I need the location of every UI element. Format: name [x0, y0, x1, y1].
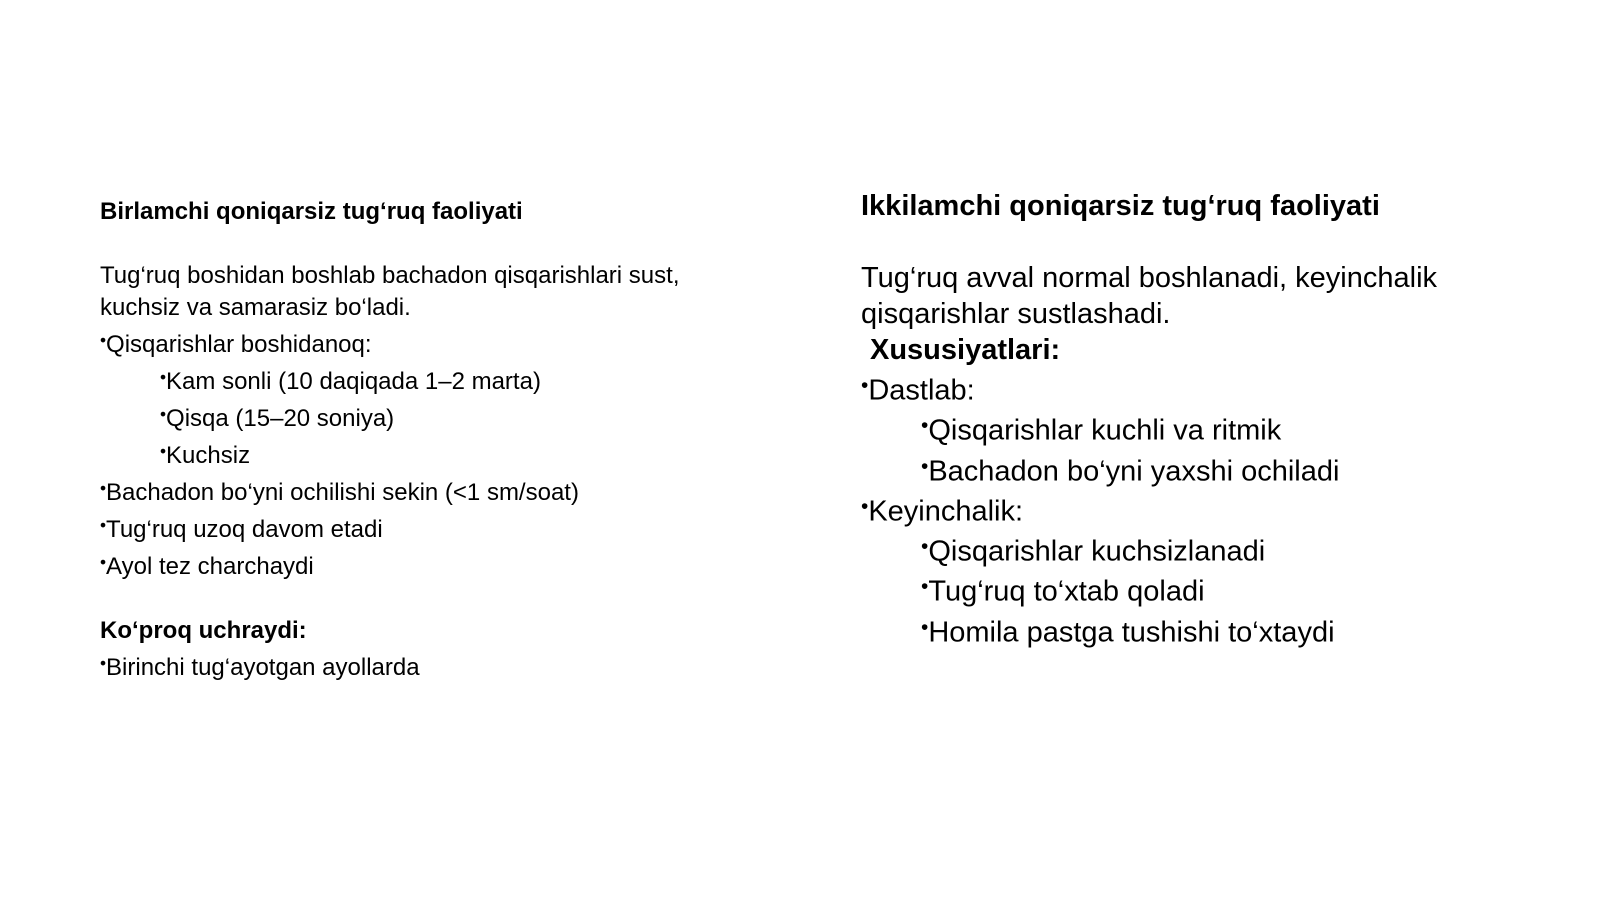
list-item [100, 435, 780, 472]
list-item-text: Dastlab: [868, 374, 975, 407]
bullet-icon: • [160, 441, 167, 462]
list-item [861, 489, 1561, 529]
list-item [100, 361, 780, 398]
list-item [100, 398, 780, 435]
right-column [861, 188, 1561, 650]
left-column [100, 196, 780, 684]
bullet-icon: • [921, 535, 929, 559]
bullet-icon: • [861, 494, 869, 518]
left-intro-line2: kuchsiz va samarasiz bo‘ladi. [100, 294, 411, 321]
bullet-icon: • [921, 414, 929, 438]
list-item-text: Tug‘ruq to‘xtab qoladi [928, 575, 1205, 608]
bullet-icon: • [100, 552, 107, 573]
list-item [100, 472, 780, 509]
list-item [861, 408, 1561, 448]
left-title: Birlamchi qoniqarsiz tug‘ruq faoliyati [100, 198, 523, 225]
list-item [861, 368, 1561, 408]
list-item [861, 569, 1561, 609]
right-intro-line1: Tug‘ruq avval normal boshlanadi, keyinchalik [861, 262, 1438, 294]
bullet-icon: • [100, 653, 107, 674]
bullet-icon: • [160, 404, 167, 425]
bullet-icon: • [921, 615, 929, 639]
list-item [861, 529, 1561, 569]
bullet-icon: • [100, 330, 107, 350]
right-title: Ikkilamchi qoniqarsiz tug‘ruq faoliyati [861, 190, 1380, 222]
list-item-text: Birinchi tug‘ayotgan ayollarda [106, 654, 420, 682]
list-item [861, 449, 1561, 489]
list-item-text: Bachadon bo‘yni yaxshi ochiladi [928, 454, 1340, 487]
list-item-text: Qisqarishlar boshidanoq: [106, 331, 372, 359]
list-item-text: Kam sonli (10 daqiqada 1–2 marta) [166, 368, 541, 396]
list-item-text: Ayol tez charchaydi [106, 553, 314, 581]
list-item [100, 546, 780, 583]
spacer [100, 583, 780, 615]
bullet-icon: • [100, 515, 107, 536]
left-intro-line1: Tug‘ruq boshidan boshlab bachadon qisqarishlari sust, [100, 262, 680, 289]
list-item-text: Homila pastga tushishi to‘xtaydi [928, 616, 1335, 649]
right-features-title: Xususiyatlari: [870, 334, 1061, 366]
list-item-text: Tug‘ruq uzoq davom etadi [106, 516, 383, 544]
bullet-icon: • [861, 374, 869, 397]
bullet-icon: • [160, 367, 167, 388]
list-item-text: Qisqarishlar kuchli va ritmik [928, 414, 1282, 447]
list-item [100, 324, 780, 361]
spacer [861, 224, 1561, 260]
list-item-text: Keyinchalik: [868, 495, 1024, 528]
list-item-text: Qisqarishlar kuchsizlanadi [928, 535, 1266, 568]
list-item [100, 647, 780, 684]
left-more-title: Ko‘proq uchraydi: [100, 617, 307, 645]
list-item-text: Bachadon bo‘yni ochilishi sekin (<1 sm/soat) [106, 479, 579, 507]
spacer [100, 228, 780, 260]
list-item-text: Qisqa (15–20 soniya) [166, 405, 395, 433]
list-item-text: Kuchsiz [166, 442, 251, 470]
list-item [100, 509, 780, 546]
bullet-icon: • [921, 454, 929, 478]
list-item [861, 610, 1561, 650]
bullet-icon: • [921, 575, 929, 599]
right-intro-line2: qisqarishlar sustlashadi. [861, 298, 1171, 330]
bullet-icon: • [100, 478, 107, 499]
